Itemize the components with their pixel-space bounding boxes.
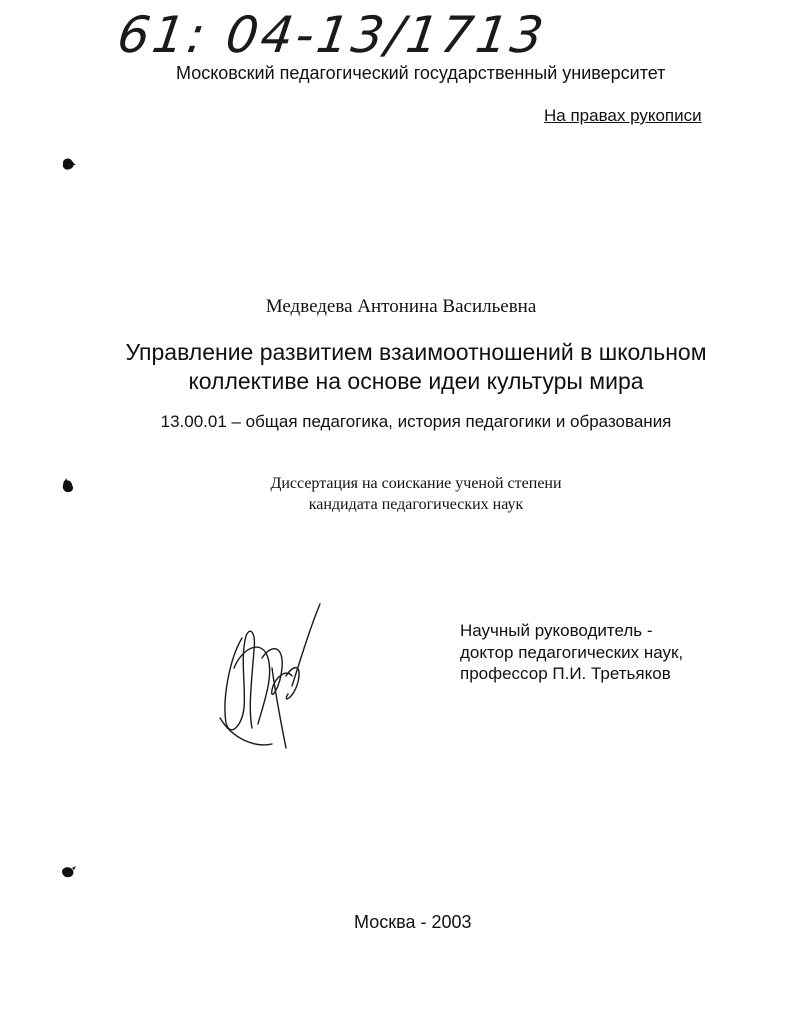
- supervisor-name: профессор П.И. Третьяков: [460, 664, 671, 683]
- city-year: Москва - 2003: [354, 912, 472, 932]
- handwritten-signature: [212, 598, 332, 768]
- degree-statement: кандидата педагогических наук: [308, 496, 524, 513]
- supervisor-degree: доктор педагогических наук,: [460, 643, 684, 662]
- degree-statement: Диссертация на соискание ученой степени: [270, 475, 562, 492]
- archive-number: 61: 04-13/1713: [113, 6, 550, 64]
- punch-hole-mark-icon: [60, 864, 76, 880]
- university-name: Московский педагогический государственный университет: [176, 63, 666, 83]
- dissertation-title-line: коллективе на основе идеи культуры мира: [188, 368, 644, 394]
- specialty-code: 13.00.01 – общая педагогика, история педагогики и образования: [160, 412, 672, 431]
- dissertation-title-line: Управление развитием взаимоотношений в школьном: [125, 339, 707, 365]
- punch-hole-mark-icon: [60, 156, 76, 172]
- supervisor-role: Научный руководитель -: [460, 621, 653, 640]
- author-name: Медведева Антонина Васильевна: [265, 296, 537, 317]
- rights-note: На правах рукописи: [544, 106, 702, 125]
